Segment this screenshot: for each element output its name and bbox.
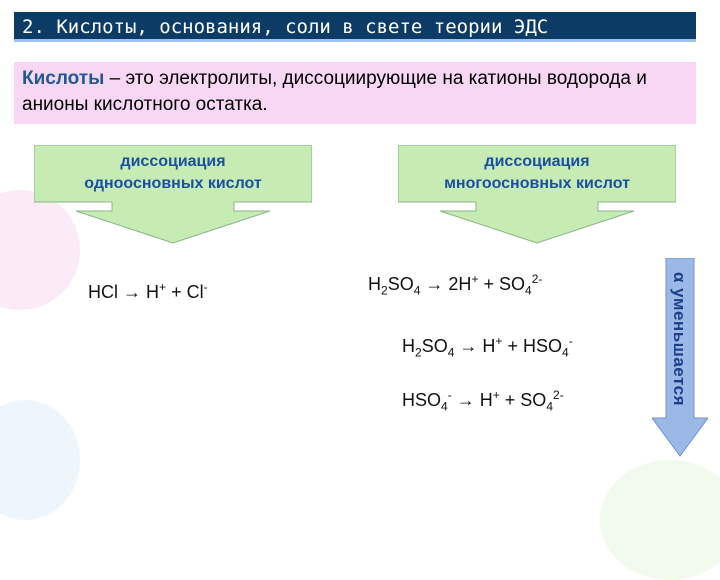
slide-title: 2. Кислоты, основания, соли в свете теории ЭДС bbox=[14, 12, 696, 42]
background-decoration bbox=[600, 460, 720, 580]
callout-label-line1: диссоциация bbox=[120, 153, 226, 170]
callout-label-line1: диссоциация bbox=[484, 153, 590, 170]
alpha-decreases-label: α уменьшается bbox=[670, 272, 689, 406]
callout-label-line2: одноосновных кислот bbox=[84, 175, 262, 192]
callout-label-line2: многоосновных кислот bbox=[444, 175, 630, 192]
definition-text: – это электролиты, диссоциирующие на катионы водорода и анионы кислотного остатка. bbox=[22, 68, 647, 115]
callout-polybasic bbox=[398, 145, 676, 245]
definition-box bbox=[14, 62, 696, 124]
callout-monobasic bbox=[34, 145, 312, 245]
formula-h2so4-full: $H_2SO_4 \to 2H^+ + SO_4^{2-}$ bbox=[368, 272, 543, 298]
definition-term: Кислоты bbox=[22, 68, 105, 89]
background-decoration bbox=[0, 400, 80, 520]
formula-hso4-step2: $HSO_4^- \to H^+ + SO_4^{2-}$ bbox=[402, 388, 564, 414]
formula-h2so4-step1: $H_2SO_4 \to H^+ + HSO_4^-$ bbox=[402, 334, 573, 360]
formula-hcl: HCl → H+ + Cl- bbox=[88, 280, 208, 302]
